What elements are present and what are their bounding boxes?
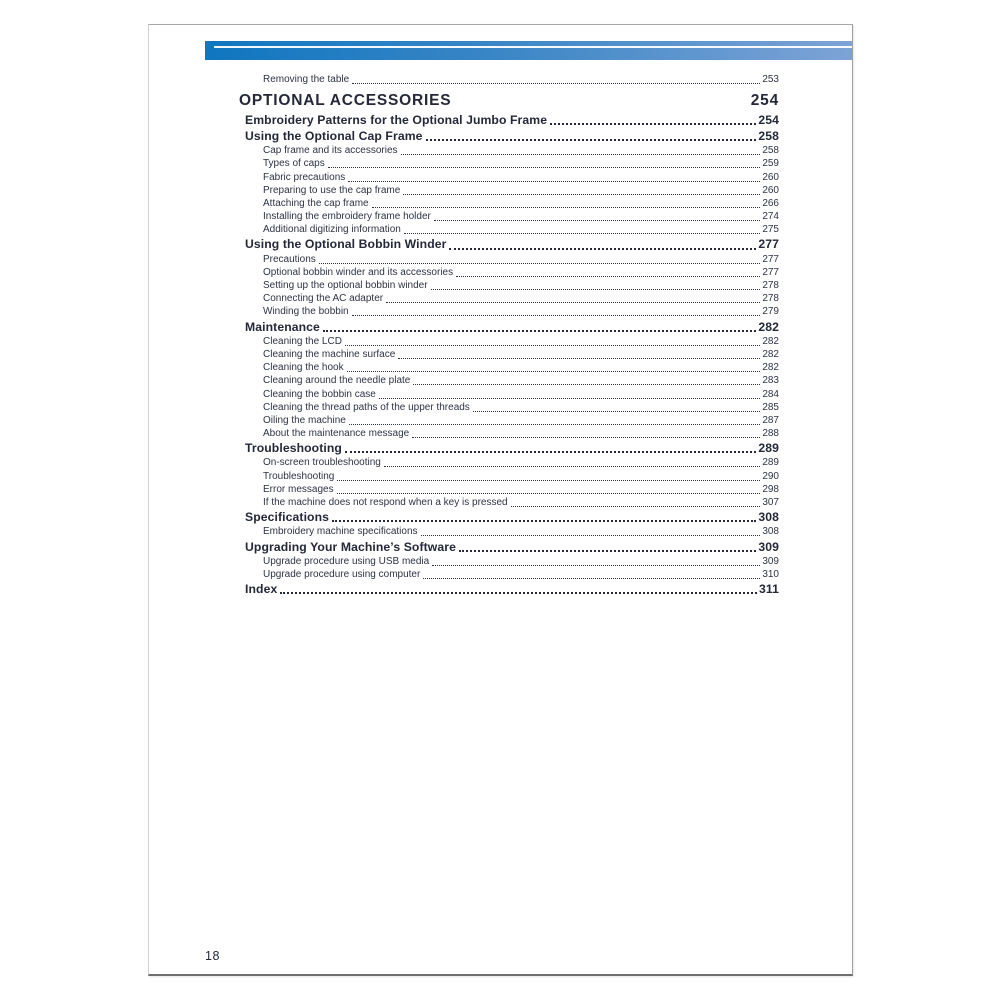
manual-page [148,24,853,976]
toc-entry-label: Embroidery machine specifications [263,526,418,538]
toc-entry [239,278,779,291]
toc-entry-page: 289 [762,457,779,469]
toc-entry [239,251,779,264]
toc-entry [239,334,779,347]
toc-entry-label: Precautions [263,253,316,265]
toc-entry-page: 287 [762,414,779,426]
toc-entry-page: 282 [762,335,779,347]
toc-entry-label: Upgrade procedure using USB media [263,555,430,567]
toc-entry-page: 275 [762,224,779,236]
toc-entry-page: 309 [762,555,779,567]
toc-entry-page: 277 [762,266,779,278]
toc-entry-label: Maintenance [245,319,320,334]
toc-entry [239,143,779,156]
toc-leader-dots [347,371,761,372]
toc-entry [239,318,779,334]
toc-entry [239,386,779,399]
toc-leader-dots [386,302,760,303]
toc-entry-page: 307 [762,497,779,509]
toc-entry [239,455,779,468]
toc-entry-page: 254 [758,112,779,127]
toc-entry [239,156,779,169]
toc-entry [239,196,779,209]
toc-entry [239,347,779,360]
toc-entry-label: Preparing to use the cap frame [263,184,401,196]
toc-entry-page: 258 [762,145,779,157]
toc-entry-label: Upgrading Your Machine’s Software [245,539,456,554]
toc-leader-dots [349,424,760,425]
toc-entry [239,209,779,222]
toc-entry [239,440,779,456]
toc-entry [239,567,779,580]
toc-leader-dots [550,123,756,125]
toc-entry-page: 258 [758,128,779,143]
toc-leader-dots [434,220,760,221]
toc-entry-label: OPTIONAL ACCESSORIES [239,92,452,110]
toc-entry-label: Fabric precautions [263,171,346,183]
toc-entry-page: 253 [762,74,779,86]
toc-entry-label: Connecting the AC adapter [263,293,384,305]
toc-leader-dots [431,289,761,290]
toc-entry-page: 285 [762,401,779,413]
toc-entry [239,482,779,495]
toc-entry [239,373,779,386]
toc-leader-dots [413,384,760,385]
toc-entry-page: 277 [758,237,779,252]
toc-entry-page: 289 [758,441,779,456]
toc-entry [239,291,779,304]
toc-entry-page: 266 [762,197,779,209]
toc-leader-dots [372,207,761,208]
toc-entry [239,127,779,143]
toc-entry [239,360,779,373]
toc-leader-dots [432,565,760,566]
toc-entry-label: Troubleshooting [245,441,342,456]
toc-entry-page: 282 [758,319,779,334]
toc-entry-label: If the machine does not respond when a key is pressed [263,497,508,509]
toc-entry-label: Index [245,582,278,597]
toc-leader-dots [352,83,760,84]
toc-entry-label: Cap frame and its accessories [263,145,398,157]
toc-entry-page: 288 [762,428,779,440]
toc-leader-dots [449,248,756,250]
toc-entry-page: 308 [758,510,779,525]
toc-entry-page: 279 [762,306,779,318]
toc-entry [239,581,779,597]
toc-entry-page: 290 [762,470,779,482]
toc-entry-page: 254 [750,92,779,110]
toc-leader-dots [426,139,757,141]
toc-entry-page: 298 [762,483,779,495]
toc-entry-label: Setting up the optional bobbin winder [263,280,428,292]
toc-entry-page: 310 [762,568,779,580]
toc-leader-dots [332,520,756,522]
toc-entry-label: Winding the bobbin [263,306,349,318]
toc-leader-dots [423,578,760,579]
toc-leader-dots [459,550,756,552]
toc-leader-dots [403,194,760,195]
toc-entry-label: Attaching the cap frame [263,197,369,209]
toc-entry [239,538,779,554]
toc-entry-label: Troubleshooting [263,470,335,482]
toc-leader-dots [421,535,761,536]
toc-entry-page: 311 [759,582,779,597]
toc-entry-label: Error messages [263,483,334,495]
toc-leader-dots [398,358,760,359]
toc-entry [239,236,779,252]
toc-entry-label: Cleaning around the needle plate [263,375,411,387]
toc-leader-dots [337,480,760,481]
toc-leader-dots [319,263,761,264]
toc-entry [239,89,779,110]
toc-leader-dots [401,154,761,155]
toc-entry-label: Using the Optional Cap Frame [245,128,423,143]
toc-entry-page: 282 [762,348,779,360]
toc-entry-page: 309 [758,539,779,554]
toc-entry-label: Cleaning the machine surface [263,348,396,360]
toc-entry [239,265,779,278]
toc-leader-dots [345,345,760,346]
toc-entry [239,183,779,196]
toc-entry-label: Cleaning the thread paths of the upper threads [263,401,470,413]
toc-entry-page: 283 [762,375,779,387]
toc-entry-label: About the maintenance message [263,428,410,440]
toc-entry-label: Using the Optional Bobbin Winder [245,237,447,252]
toc-entry-label: Removing the table [263,74,350,86]
toc-entry-page: 260 [762,184,779,196]
toc-entry-label: Cleaning the LCD [263,335,342,347]
toc-leader-dots [323,330,756,332]
toc-entry-label: Embroidery Patterns for the Optional Jumbo Frame [245,112,548,127]
toc-entry-page: 282 [762,362,779,374]
toc-entry-label: On-screen troubleshooting [263,457,381,469]
toc-entry-page: 274 [762,211,779,223]
toc-leader-dots [412,437,760,438]
toc-leader-dots [337,493,761,494]
table-of-contents [239,72,779,596]
toc-leader-dots [328,167,761,168]
toc-entry-page: 308 [762,526,779,538]
toc-entry [239,509,779,525]
toc-entry-label: Specifications [245,510,330,525]
toc-entry [239,524,779,537]
toc-entry [239,413,779,426]
toc-entry-label: Oiling the machine [263,414,346,426]
toc-entry [239,468,779,481]
toc-entry-page: 277 [762,253,779,265]
toc-leader-dots [473,411,761,412]
toc-entry-page: 260 [762,171,779,183]
toc-entry [239,495,779,508]
toc-entry [239,304,779,317]
toc-entry [239,169,779,182]
toc-leader-dots [456,276,760,277]
page-number: 18 [205,949,220,963]
toc-entry [239,72,779,85]
toc-entry [239,400,779,413]
toc-entry [239,111,779,127]
toc-entry-label: Installing the embroidery frame holder [263,211,431,223]
toc-entry-page: 259 [762,158,779,170]
toc-entry [239,426,779,439]
toc-entry-label: Types of caps [263,158,325,170]
toc-entry [239,222,779,235]
toc-leader-dots [345,451,756,453]
toc-entry-page: 284 [762,388,779,400]
toc-entry-label: Upgrade procedure using computer [263,568,421,580]
toc-leader-dots [511,506,761,507]
toc-leader-dots [379,398,760,399]
toc-leader-dots [280,592,757,594]
toc-leader-dots [348,181,760,182]
toc-leader-dots [384,466,760,467]
toc-entry-label: Cleaning the hook [263,362,344,374]
toc-entry-page: 278 [762,280,779,292]
header-accent-line [214,46,852,48]
toc-entry-page: 278 [762,293,779,305]
toc-entry [239,554,779,567]
toc-entry-label: Cleaning the bobbin case [263,388,376,400]
toc-entry-label: Additional digitizing information [263,224,401,236]
toc-entry-label: Optional bobbin winder and its accessories [263,266,454,278]
toc-leader-dots [352,315,761,316]
header-accent-bar [205,41,852,60]
toc-leader-dots [404,233,760,234]
